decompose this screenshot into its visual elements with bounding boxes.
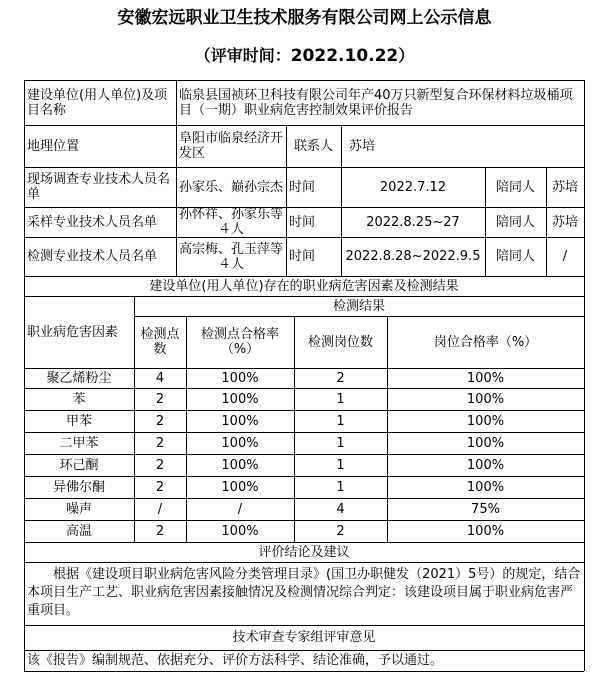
hazard-point-rate: 100% bbox=[221, 479, 259, 495]
survey-time-label: 时间 bbox=[289, 179, 316, 195]
testing-accompany-label: 陪同人 bbox=[495, 249, 535, 264]
hazard-factor: 苯 bbox=[72, 391, 86, 407]
hazard-points: 2 bbox=[155, 523, 165, 539]
survey-accompany-label: 陪同人 bbox=[495, 179, 535, 195]
unit-label: 建设单位(用人单位)及项目名称 bbox=[27, 87, 168, 118]
contact-value: 苏培 bbox=[349, 138, 376, 154]
hazard-point-rate: 100% bbox=[221, 391, 259, 407]
review-text: 该《报告》编制规范、依据充分、评价方法科学、结论准确，予以通过。 bbox=[27, 653, 444, 668]
review-time bbox=[0, 44, 609, 68]
hazard-factor: 高温 bbox=[65, 523, 92, 539]
sampling-accompany-label: 陪同人 bbox=[495, 214, 535, 230]
col-points-header: 检测点数 bbox=[140, 327, 180, 357]
hazard-point-rate: / bbox=[237, 501, 243, 517]
hazard-post-rate: 100% bbox=[466, 457, 505, 473]
hazard-post-rate: 100% bbox=[466, 370, 505, 386]
location-label: 地理位置 bbox=[27, 138, 80, 154]
col-point-rate-header: 检测点合格率（%） bbox=[200, 327, 279, 357]
hazard-posts: 4 bbox=[336, 501, 345, 517]
hazard-points: 2 bbox=[155, 479, 165, 495]
survey-accompany-value: 苏培 bbox=[551, 179, 578, 195]
hazard-factor: 二甲苯 bbox=[59, 435, 99, 451]
hazard-post-rate: 75% bbox=[471, 501, 500, 517]
testing-accompany-value: / bbox=[562, 249, 568, 264]
location-value: 阜阳市临泉经济开发区 bbox=[179, 131, 284, 161]
result-header: 检测结果 bbox=[332, 298, 385, 314]
hazard-factor: 异佛尔酮 bbox=[52, 479, 105, 495]
survey-time-value: 2022.7.12 bbox=[379, 179, 447, 195]
hazard-post-rate: 100% bbox=[466, 435, 505, 451]
hazard-point-rate: 100% bbox=[221, 457, 259, 473]
sampling-time-value: 2022.8.25~27 bbox=[366, 214, 460, 230]
sampling-accompany-value: 苏培 bbox=[551, 214, 578, 230]
testing-label: 检测专业技术人员名单 bbox=[27, 249, 158, 264]
hazard-factor: 环己酮 bbox=[59, 457, 99, 473]
sampling-label: 采样专业技术人员名单 bbox=[27, 214, 158, 230]
survey-label: 现场调查专业技术人员名单 bbox=[27, 172, 171, 202]
conclusion-title: 评价结论及建议 bbox=[258, 544, 350, 560]
hazard-points: 2 bbox=[155, 413, 165, 429]
hazard-posts: 2 bbox=[336, 523, 345, 539]
testing-time-value: 2022.8.28~2022.9.5 bbox=[345, 249, 481, 264]
hazard-post-rate: 100% bbox=[466, 391, 505, 407]
testing-value: 高宗梅、孔玉萍等４人 bbox=[179, 241, 284, 272]
factor-header: 职业病危害因素 bbox=[27, 324, 119, 340]
unit-value: 临泉县国祯环卫科技有限公司年产40万只新型复合环保材料垃圾桶项目（一期）职业病危害控制效果评价报告 bbox=[179, 87, 573, 118]
review-title: 技术审查专家组评审意见 bbox=[232, 630, 376, 645]
hazard-points: / bbox=[157, 501, 163, 517]
sampling-time-label: 时间 bbox=[289, 214, 316, 230]
hazard-points: 2 bbox=[155, 391, 165, 407]
hazard-point-rate: 100% bbox=[221, 435, 259, 451]
hazard-section-title: 建设单位(用人单位)存在的职业病危害因素及检测结果 bbox=[149, 278, 459, 294]
hazard-post-rate: 100% bbox=[466, 413, 505, 429]
hazard-point-rate: 100% bbox=[221, 523, 259, 539]
review-label: （评审时间： bbox=[194, 46, 291, 65]
hazard-factor: 聚乙烯粉尘 bbox=[46, 370, 112, 386]
conclusion-text: 根据《建设项目职业病危害风险分类管理目录》(国卫办职健发（2021）5号）的规定，结合本项目生产工艺、职业病危害因素接触情况及检测情况综合判定：该建设项目属于职业病危害严重项目。 bbox=[27, 567, 581, 618]
review-date: 2022.10.22 bbox=[290, 46, 399, 66]
page-title: 安徽宏远职业卫生技术服务有限公司网上公示信息 bbox=[117, 8, 492, 28]
hazard-posts: 1 bbox=[336, 413, 345, 429]
hazard-post-rate: 100% bbox=[466, 523, 505, 539]
hazard-post-rate: 100% bbox=[466, 479, 505, 495]
hazard-posts: 1 bbox=[336, 479, 345, 495]
col-post-rate-header: 岗位合格率（%） bbox=[433, 334, 538, 350]
hazard-posts: 1 bbox=[336, 391, 345, 407]
testing-time-label: 时间 bbox=[289, 249, 316, 264]
hazard-posts: 1 bbox=[336, 457, 345, 473]
col-posts-header: 检测岗位数 bbox=[307, 334, 373, 350]
review-close: ） bbox=[398, 46, 415, 65]
sampling-value: 孙怀祥、孙家乐等４人 bbox=[179, 207, 284, 237]
hazard-points: 4 bbox=[155, 370, 165, 386]
hazard-posts: 1 bbox=[336, 435, 345, 451]
hazard-factor: 噪声 bbox=[65, 501, 92, 517]
disclosure-table bbox=[24, 80, 584, 671]
hazard-posts: 2 bbox=[336, 370, 345, 386]
survey-value: 孙家乐、巅孙宗杰 bbox=[179, 179, 284, 195]
hazard-point-rate: 100% bbox=[221, 370, 259, 386]
hazard-points: 2 bbox=[155, 457, 165, 473]
contact-label: 联系人 bbox=[293, 138, 333, 154]
hazard-factor: 甲苯 bbox=[65, 413, 92, 429]
hazard-points: 2 bbox=[155, 435, 165, 451]
hazard-point-rate: 100% bbox=[221, 413, 259, 429]
